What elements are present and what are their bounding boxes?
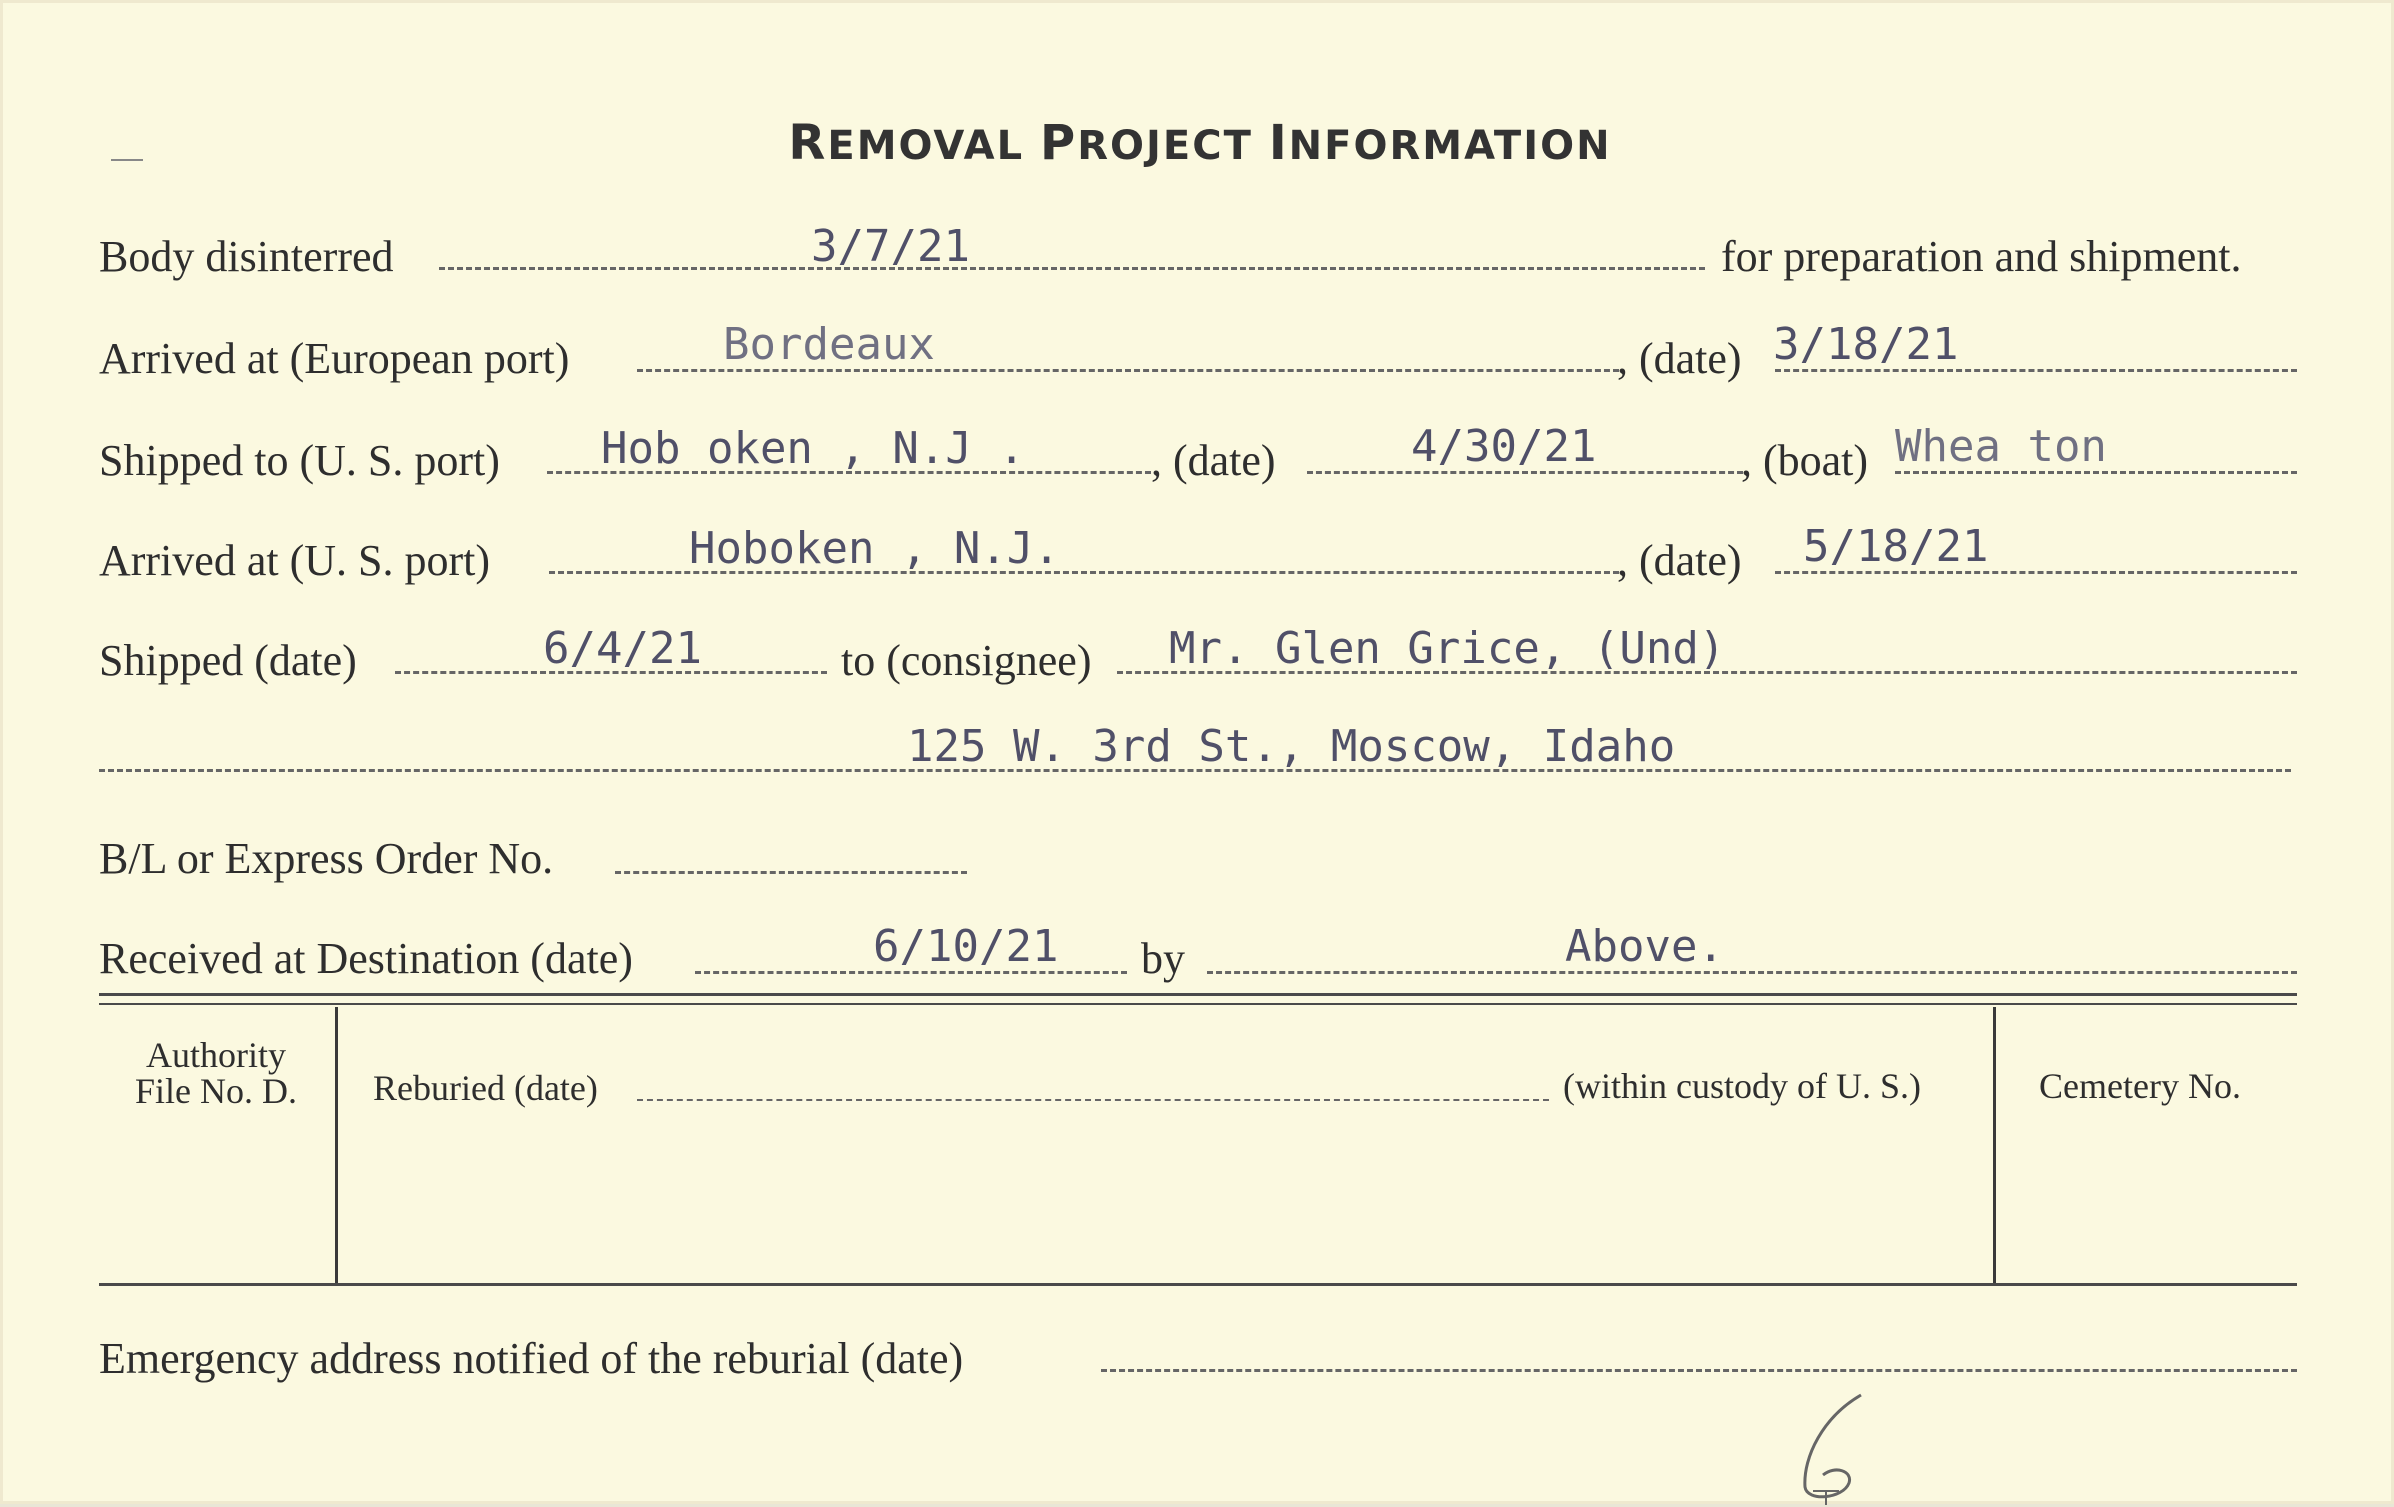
bl-label: B/L or Express Order No. <box>99 834 554 883</box>
body-disinterred-label: Body disinterred <box>99 232 394 281</box>
arrived-european-value: Bordeaux <box>723 319 935 370</box>
shipped-us-date-label: , (date) <box>1151 436 1276 485</box>
handwritten-initial-mark <box>1783 1387 1893 1507</box>
arrived-european-date-label: , (date) <box>1617 334 1742 383</box>
authority-line2: File No. D. <box>135 1071 297 1111</box>
shipped-date-label: Shipped (date) <box>99 636 357 685</box>
box-divider-left <box>335 1007 338 1283</box>
reburied-suffix: (within custody of U. S.) <box>1563 1066 1921 1106</box>
double-rule-top <box>99 993 2297 996</box>
shipped-us-label: Shipped to (U. S. port) <box>99 436 500 485</box>
received-label: Received at Destination (date) <box>99 934 633 983</box>
arrived-european-label: Arrived at (European port) <box>99 334 570 383</box>
reburied-line <box>637 1099 1549 1101</box>
consignee-label: to (consignee) <box>841 636 1092 685</box>
authority-line1: Authority <box>146 1035 286 1075</box>
shipped-date: 6/4/21 <box>543 623 702 674</box>
received-by: Above. <box>1565 921 1724 972</box>
reburied-label: Reburied (date) <box>373 1068 598 1108</box>
arrived-us-date: 5/18/21 <box>1803 521 1989 572</box>
stray-mark <box>111 159 143 161</box>
page-title: REMOVAL PROJECT INFORMATION <box>788 115 1612 171</box>
received-by-line <box>1207 971 2297 974</box>
cemetery-label: Cemetery No. <box>2039 1066 2241 1106</box>
arrived-us-date-label: , (date) <box>1617 536 1742 585</box>
emergency-label: Emergency address notified of the reburial (date) <box>99 1334 964 1383</box>
box-bottom-rule <box>99 1283 2297 1286</box>
box-divider-right <box>1993 1007 1996 1283</box>
shipped-us-value: Hob oken , N.J . <box>601 423 1025 474</box>
arrived-us-label: Arrived at (U. S. port) <box>99 536 491 585</box>
authority-label <box>103 1037 329 1109</box>
emergency-line <box>1101 1369 2297 1372</box>
arrived-us-value: Hoboken , N.J. <box>689 523 1060 574</box>
consignee-address: 125 W. 3rd St., Moscow, Idaho <box>907 721 1676 772</box>
consignee-value: Mr. Glen Grice, (Und) <box>1169 623 1726 674</box>
received-date: 6/10/21 <box>873 921 1059 972</box>
double-rule-bottom <box>99 1003 2297 1005</box>
arrived-european-date: 3/18/21 <box>1773 319 1959 370</box>
shipped-us-boat-label: , (boat) <box>1741 436 1869 485</box>
shipped-us-boat: Whea ton <box>1895 421 2107 472</box>
bl-line <box>615 871 967 874</box>
received-by-label: by <box>1141 934 1185 983</box>
body-disinterred-line <box>439 267 1705 270</box>
body-disinterred-suffix: for preparation and shipment. <box>1721 232 2242 281</box>
shipped-us-date: 4/30/21 <box>1411 421 1597 472</box>
body-disinterred-value: 3/7/21 <box>811 221 970 272</box>
